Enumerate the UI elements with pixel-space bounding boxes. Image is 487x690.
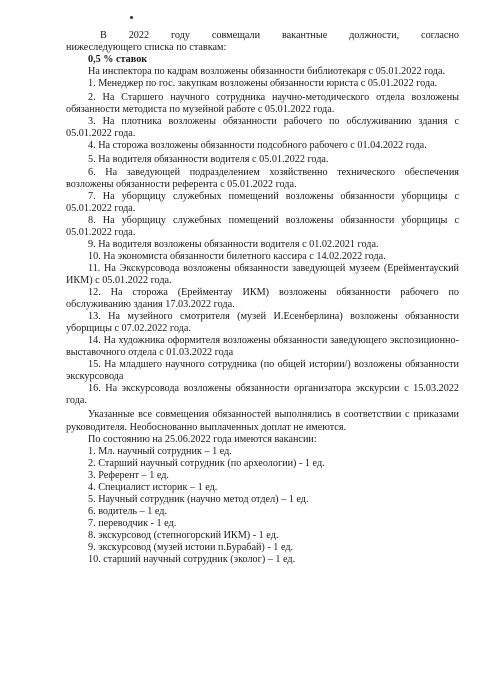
lead-paragraph: На инспектора по кадрам возложены обязанности библиотекаря с 05.01.2022 года. <box>88 66 446 78</box>
scan-speck <box>130 16 133 19</box>
section-title: 0,5 % ставок <box>88 54 148 66</box>
duty-item: 6. На заведующей подразделением хозяйственно технического обеспечения возложены обязанности референта с 05.01.2022 года. <box>66 166 459 190</box>
vacancy-item: 7. переводчик - 1 ед. <box>88 517 177 529</box>
summary-paragraph: Указанные все совмещения обязанностей выполнялись в соответствии с приказами руководителя. Необоснованно выплаченных доплат не имеются. <box>66 409 459 433</box>
vacancy-item: 9. экскурсовод (музей истоии п.Бурабай) - 1 ед. <box>88 541 294 553</box>
vacancy-item: 5. Научный сотрудник (научно метод отдел) – 1 ед. <box>88 493 309 505</box>
duty-item: 3. На плотника возложены обязанности рабочего по обслуживанию здания с 05.01.2022 года. <box>66 116 459 140</box>
duty-item: 9. На водителя возложены обязанности водителя с 01.02.2021 года. <box>88 238 379 250</box>
vacancy-item: 4. Специалист историк – 1 ед. <box>88 481 218 493</box>
duty-item: 10. На экономиста обязанности билетного кассира с 14.02.2022 года. <box>88 250 386 262</box>
duty-item: 1. Менеджер по гос. закупкам возложены обязанности юриста с 05.01.2022 года. <box>88 78 438 90</box>
duty-item: 14. На художника оформителя возложены обязанности заведующего экспозиционно-выставочного отдела с 01.03.2022 года <box>66 335 459 359</box>
duty-item: 8. На уборщицу служебных помещений возложены обязанности уборщицы с 05.01.2022 года. <box>66 214 459 238</box>
duty-item: 11. На Экскурсовода возложены обязанности заведующей музеем (Ерейментауский ИКМ) с 05.01.2022 года. <box>66 262 459 286</box>
vacancy-item: 6. водитель – 1 ед. <box>88 505 168 517</box>
duty-item: 5. На водителя обязанности водителя с 05.01.2022 года. <box>88 154 329 166</box>
intro-line-1: В 2022 году совмещали вакантные должности, согласно <box>100 30 459 41</box>
duty-item: 12. На сторожа (Ерейментау ИКМ) возложены обязанности рабочего по обслуживанию здания 17.03.2022 года. <box>66 286 459 311</box>
duty-item: 2. На Старшего научного сотрудника научно-методического отдела возложены обязанности методиста по музейной работе с 05.01.2022 года. <box>66 92 459 116</box>
duty-item: 15. На младшего научного сотрудника (по общей истории/) возложены обязанности экскурсовода <box>66 359 459 383</box>
vacancy-item: 3. Референт – 1 ед. <box>88 469 169 481</box>
duty-item: 16. На экскурсовода возложены обязанности организатора экскурсии с 15.03.2022 года. <box>66 383 459 407</box>
duty-item: 13. На музейного смотрителя (музей И.Есенберлина) возложены обязанности уборщицы с 07.02.2022 года. <box>66 311 459 335</box>
vacancy-item: 8. экскурсовод (степногорский ИКМ) - 1 ед. <box>88 529 279 541</box>
intro-line-2: нижеследующего списка по ставкам: <box>66 42 227 54</box>
duty-item: 7. На уборщицу служебных помещений возложены обязанности уборщицы с 05.01.2022 года. <box>66 190 459 214</box>
vacancies-list <box>66 446 459 566</box>
vacancies-intro: По состоянию на 25.06.2022 года имеются вакансии: <box>88 433 317 445</box>
vacancy-item: 10. старший научный сотрудник (эколог) – 1 ед. <box>88 554 296 566</box>
vacancy-item: 1. Мл. научный сотрудник – 1 ед. <box>88 445 232 457</box>
duty-item: 4. На сторожа возложены обязанности подсобного рабочего с 01.04.2022 года. <box>88 140 427 152</box>
vacancy-item: 2. Старший научный сотрудник (по археологии) - 1 ед. <box>88 457 325 469</box>
duties-list <box>66 78 459 407</box>
